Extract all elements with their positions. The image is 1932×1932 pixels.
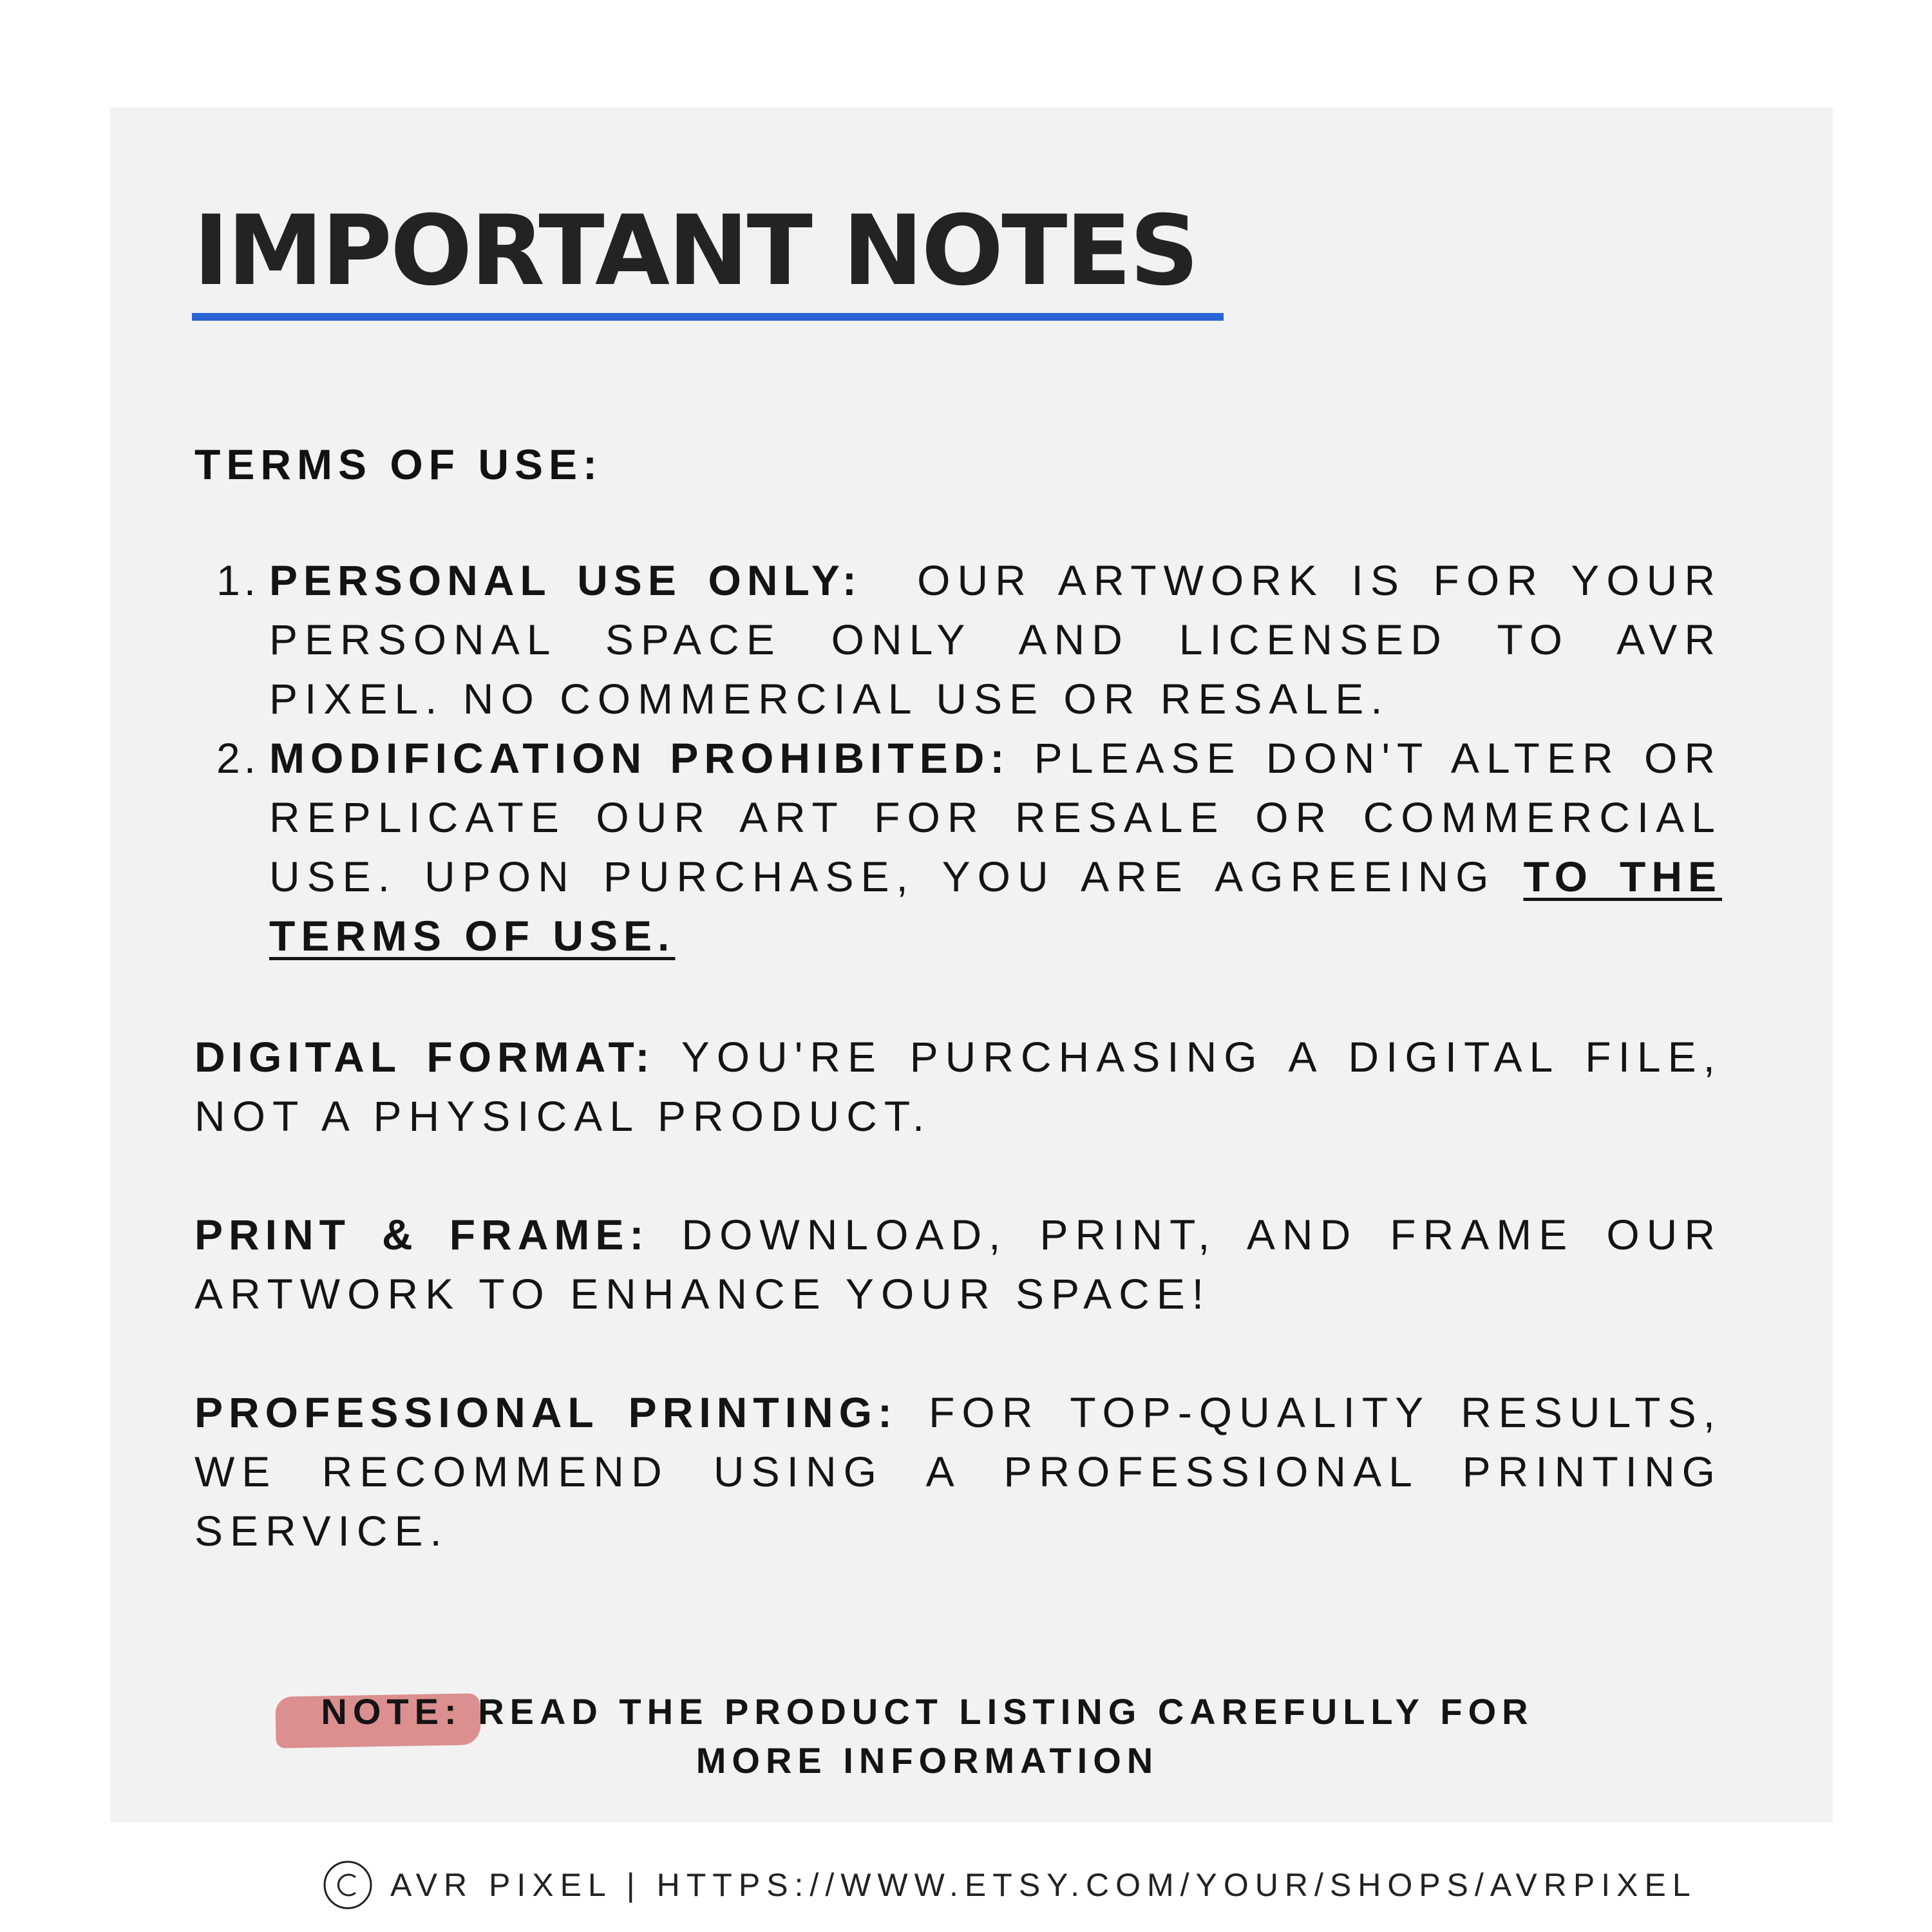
page-title: IMPORTANT NOTES bbox=[193, 195, 1198, 307]
terms-heading: TERMS OF USE: bbox=[194, 440, 603, 488]
professional-printing-paragraph bbox=[194, 1383, 1722, 1560]
professional-printing-label: PROFESSIONAL PRINTING: bbox=[194, 1388, 898, 1436]
terms-item-label: PERSONAL USE ONLY: bbox=[269, 556, 862, 604]
terms-item-text: OUR ARTWORK IS FOR YOUR PERSONAL SPACE ONLY AND LICENSED TO AVR PIXEL. NO COMMERCIAL USE OR RESALE. bbox=[269, 556, 1722, 723]
note-label: NOTE: bbox=[321, 1691, 462, 1732]
list-number: 1. bbox=[216, 556, 260, 604]
digital-format-paragraph bbox=[194, 1027, 1722, 1146]
terms-item-label: MODIFICATION PROHIBITED: bbox=[269, 734, 1010, 782]
digital-format-text: YOU'RE PURCHASING A DIGITAL FILE, NOT A PHYSICAL PRODUCT. bbox=[194, 1033, 1722, 1140]
terms-item-modification bbox=[194, 728, 1722, 965]
terms-of-use-link[interactable]: TO THE TERMS OF USE. bbox=[269, 853, 1723, 960]
print-frame-text: DOWNLOAD, PRINT, AND FRAME OUR ARTWORK TO ENHANCE YOUR SPACE! bbox=[194, 1211, 1722, 1318]
note-text: READ THE PRODUCT LISTING CAREFULLY FOR MORE INFORMATION bbox=[478, 1691, 1534, 1781]
note-callout bbox=[258, 1687, 1597, 1785]
footer bbox=[322, 1856, 1697, 1914]
terms-item-personal-use bbox=[194, 551, 1722, 728]
digital-format-label: DIGITAL FORMAT: bbox=[194, 1033, 656, 1081]
terms-list bbox=[194, 551, 1722, 965]
copyright-icon bbox=[322, 1859, 374, 1911]
title-underline bbox=[192, 313, 1224, 321]
footer-text[interactable]: AVR PIXEL | HTTPS://WWW.ETSY.COM/YOUR/SHOPS/AVRPIXEL bbox=[390, 1867, 1697, 1903]
terms-item-text: PLEASE DON'T ALTER OR REPLICATE OUR ART FOR RESALE OR COMMERCIAL USE. UPON PURCHASE, YOU ARE AGREEING bbox=[269, 734, 1722, 900]
print-frame-paragraph bbox=[194, 1205, 1722, 1323]
print-frame-label: PRINT & FRAME: bbox=[194, 1211, 650, 1258]
professional-printing-text: FOR TOP-QUALITY RESULTS, WE RECOMMEND USING A PROFESSIONAL PRINTING SERVICE. bbox=[194, 1388, 1722, 1555]
list-number: 2. bbox=[216, 734, 260, 782]
